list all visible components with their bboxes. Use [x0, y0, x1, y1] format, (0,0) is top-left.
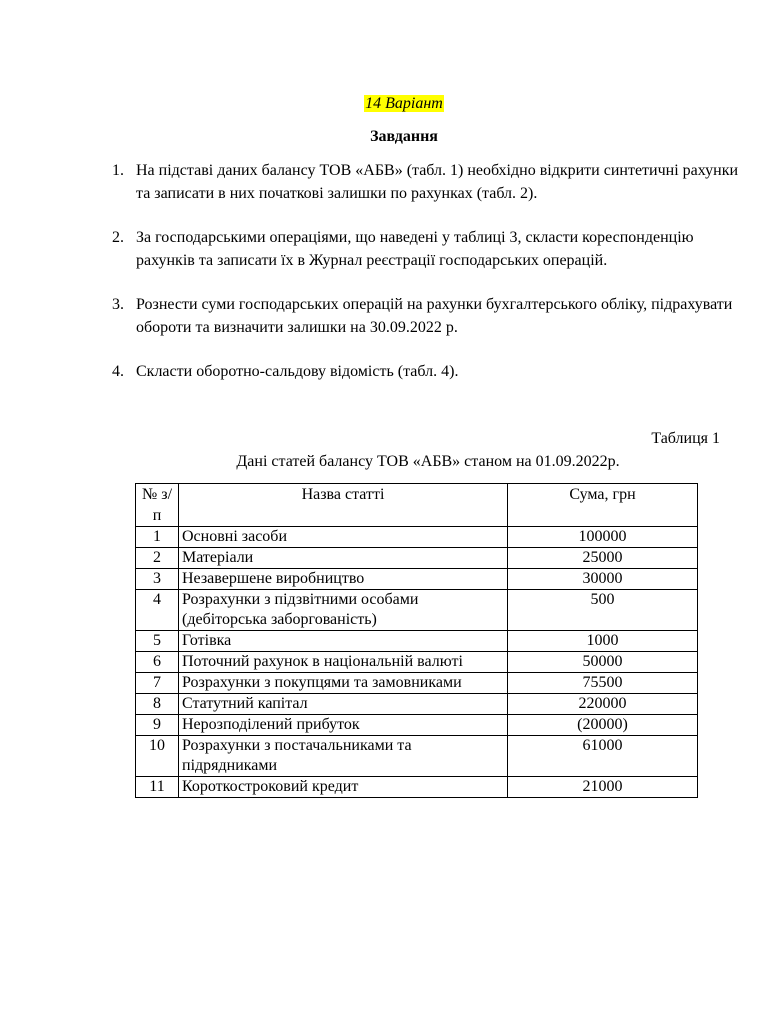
task-item: [112, 294, 742, 339]
table-row: [136, 631, 698, 652]
task-number: 2.: [112, 229, 124, 246]
row-sum-cell: 21000: [508, 777, 698, 798]
row-number-cell: 8: [136, 694, 179, 715]
row-number-cell: 1: [136, 527, 179, 548]
row-name-cell: Основні засоби: [179, 527, 508, 548]
row-sum-cell: 50000: [508, 652, 698, 673]
row-number-cell: 2: [136, 548, 179, 569]
table-heading: Дані статей балансу ТОВ «АБВ» станом на 01.09.2022р.: [236, 453, 620, 470]
task-item: [112, 361, 742, 384]
row-number-cell: 4: [136, 590, 179, 631]
row-sum-cell: 75500: [508, 673, 698, 694]
row-name-cell: Нерозподілений прибуток: [179, 715, 508, 736]
row-sum-cell: 30000: [508, 569, 698, 590]
row-name-cell: Матеріали: [179, 548, 508, 569]
row-sum-cell: 25000: [508, 548, 698, 569]
page-title: Завдання: [370, 128, 438, 145]
task-text: Скласти оборотно-сальдову відомість (табл. 4).: [136, 363, 459, 380]
column-header-number: № з/п: [136, 484, 179, 527]
balance-table: [135, 483, 698, 798]
task-item: [112, 227, 742, 272]
table-row: [136, 527, 698, 548]
row-name-cell: Статутний капітал: [179, 694, 508, 715]
row-sum-cell: (20000): [508, 715, 698, 736]
table-row: [136, 673, 698, 694]
task-item: [112, 160, 742, 205]
table-row: [136, 569, 698, 590]
variant-label: [0, 94, 768, 114]
table-row: [136, 694, 698, 715]
row-sum-cell: 61000: [508, 736, 698, 777]
row-name-cell: Розрахунки з постачальниками та підрядниками: [179, 736, 508, 777]
table-row: [136, 652, 698, 673]
row-number-cell: 6: [136, 652, 179, 673]
table-row: [136, 736, 698, 777]
table-row: [136, 548, 698, 569]
table-body: [136, 527, 698, 798]
task-text: Рознести суми господарських операцій на рахунки бухгалтерського обліку, підрахувати обороти та визначити залишки на 30.09.2022 р.: [136, 296, 733, 336]
task-text: На підставі даних балансу ТОВ «АБВ» (табл. 1) необхідно відкрити синтетичні рахунки та записати в них початкові залишки по рахунках (табл. 2).: [136, 162, 739, 202]
column-header-name: Назва статті: [179, 484, 508, 527]
task-number: 4.: [112, 363, 124, 380]
row-sum-cell: 500: [508, 590, 698, 631]
variant-highlight: 14 Варіант: [365, 95, 443, 112]
row-sum-cell: 100000: [508, 527, 698, 548]
row-name-cell: Розрахунки з підзвітними особами (дебіторська заборгованість): [179, 590, 508, 631]
row-number-cell: 3: [136, 569, 179, 590]
row-name-cell: Незавершене виробництво: [179, 569, 508, 590]
row-name-cell: Поточний рахунок в національній валюті: [179, 652, 508, 673]
task-number: 3.: [112, 296, 124, 313]
table-row: [136, 590, 698, 631]
row-name-cell: Короткостроковий кредит: [179, 777, 508, 798]
row-sum-cell: 1000: [508, 631, 698, 652]
row-number-cell: 9: [136, 715, 179, 736]
row-number-cell: 10: [136, 736, 179, 777]
row-sum-cell: 220000: [508, 694, 698, 715]
row-name-cell: Готівка: [179, 631, 508, 652]
table-row: [136, 715, 698, 736]
row-number-cell: 5: [136, 631, 179, 652]
table-row: [136, 777, 698, 798]
row-number-cell: 7: [136, 673, 179, 694]
row-name-cell: Розрахунки з покупцями та замовниками: [179, 673, 508, 694]
task-text: За господарськими операціями, що наведені у таблиці 3, скласти кореспонденцію рахунків та записати їх в Журнал реєстрації господарських операцій.: [136, 229, 694, 269]
task-number: 1.: [112, 162, 124, 179]
table-caption: Таблиця 1: [651, 430, 720, 447]
table-header-row: [136, 484, 698, 527]
row-number-cell: 11: [136, 777, 179, 798]
column-header-sum: Сума, грн: [508, 484, 698, 527]
task-list: [112, 160, 742, 406]
